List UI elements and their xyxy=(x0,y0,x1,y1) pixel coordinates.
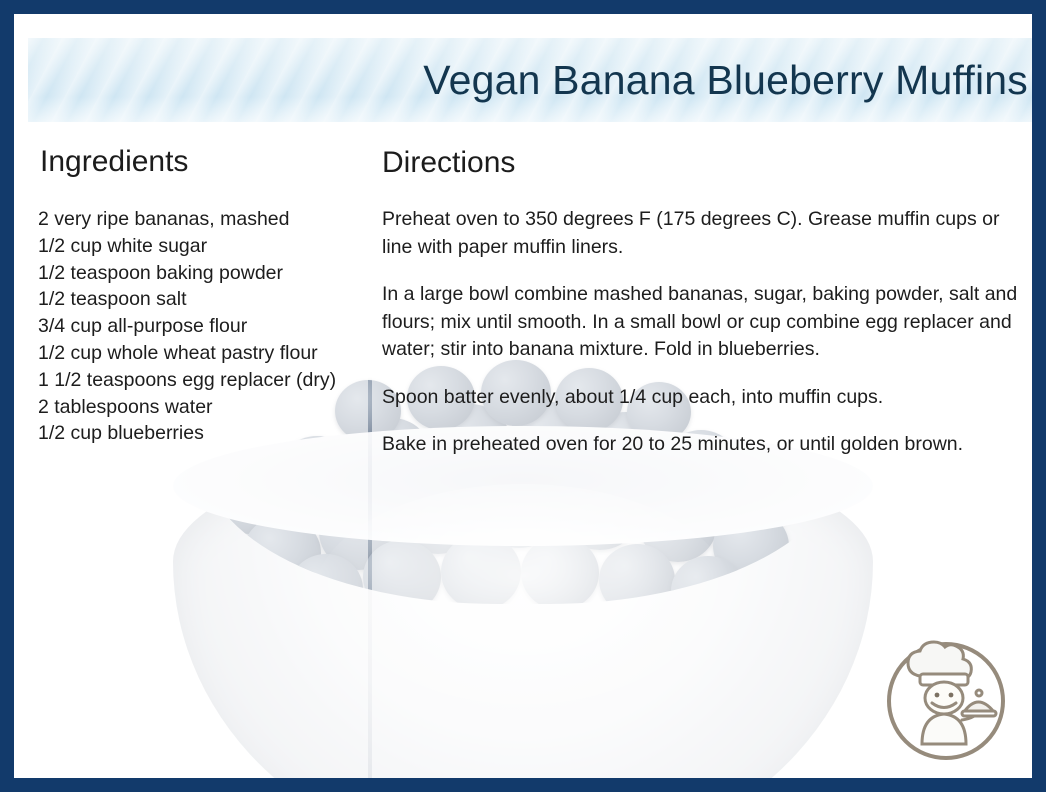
list-item: 1/2 teaspoon baking powder xyxy=(38,261,284,284)
direction-step: Bake in preheated oven for 20 to 25 minutes, or until golden brown. xyxy=(382,433,964,455)
list-item: 1/2 teaspoon salt xyxy=(38,288,187,311)
direction-step: Spoon batter evenly, about 1/4 cup each, into muffin cups. xyxy=(382,385,884,408)
page-title: Vegan Banana Blueberry Muffins xyxy=(423,56,1028,103)
directions-heading-tab xyxy=(372,140,544,186)
list-item: 3/4 cup all-purpose flour xyxy=(38,315,248,338)
list-item: 2 tablespoons water xyxy=(38,395,213,418)
list-item: 1/2 cup white sugar xyxy=(38,234,208,257)
list-item: 1 1/2 teaspoons egg replacer (dry) xyxy=(38,368,337,391)
ingredients-heading: Ingredients xyxy=(40,145,189,178)
list-item: 1/2 cup blueberries xyxy=(38,422,204,445)
ingredients-heading-tab xyxy=(28,140,220,184)
ingredients-list xyxy=(38,206,368,447)
directions-heading: Directions xyxy=(382,146,516,179)
chef-with-cloche-logo xyxy=(882,640,1010,762)
directions-steps xyxy=(382,206,1032,459)
list-item: 2 very ripe bananas, mashed xyxy=(38,208,290,230)
direction-step: Preheat oven to 350 degrees F (175 degrees C). Grease muffin cups or line with paper muffin liners. xyxy=(382,208,1000,258)
direction-step: In a large bowl combine mashed bananas, sugar, baking powder, salt and flours; mix until smooth. In a small bowl or cup combine egg replacer and water; stir into banana mixture. Fold in blueberries. xyxy=(382,283,1018,360)
list-item: 1/2 cup whole wheat pastry flour xyxy=(38,341,318,364)
title-banner xyxy=(28,38,1046,122)
